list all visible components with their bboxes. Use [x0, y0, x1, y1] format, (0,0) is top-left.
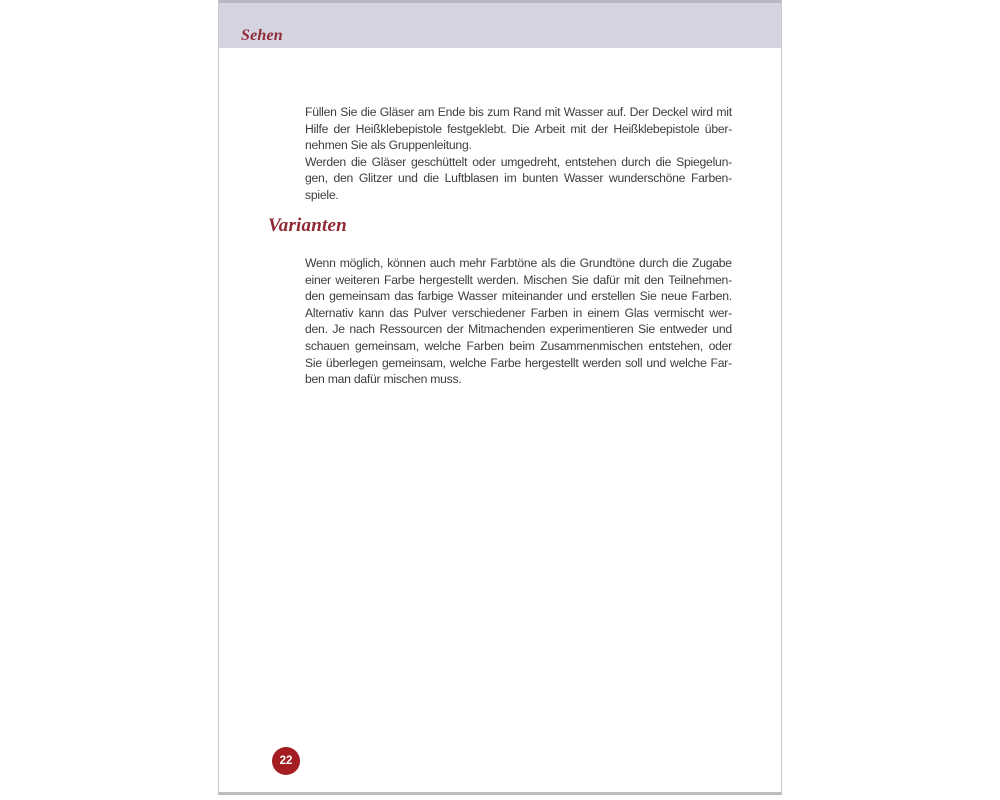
- document-page: [218, 0, 782, 795]
- text-line: ben man dafür mischen muss.: [305, 372, 462, 387]
- text-line: nehmen Sie als Gruppenleitung.: [305, 138, 472, 153]
- paragraph-block-intro: [305, 104, 732, 204]
- section-heading-varianten: Varianten: [268, 215, 347, 236]
- text-line: einer weiteren Farbe hergestellt werden. Mischen Sie dafür mit den Teilnehmen-: [305, 272, 732, 287]
- text-line: spiele.: [305, 187, 339, 202]
- text-line: Alternativ kann das Pulver verschiedener Farben in einem Glas vermischt wer-: [305, 305, 732, 320]
- text-line: gen, den Glitzer und die Luftblasen im bunten Wasser wunderschöne Farben-: [305, 171, 732, 186]
- chapter-title: Sehen: [241, 27, 283, 44]
- text-line: Füllen Sie die Gläser am Ende bis zum Rand mit Wasser auf. Der Deckel wird mit: [305, 105, 732, 119]
- text-line: Wenn möglich, können auch mehr Farbtöne als die Grundtöne durch die Zugabe: [305, 256, 732, 270]
- text-line: Werden die Gläser geschüttelt oder umgedreht, entstehen durch die Spiegelun-: [305, 154, 732, 169]
- text-line: den. Je nach Ressourcen der Mitmachenden experimentieren Sie entweder und: [305, 322, 732, 337]
- page-number: 22: [279, 755, 293, 767]
- paragraph-block-varianten: [305, 255, 732, 388]
- chapter-header-bar: [219, 0, 781, 48]
- text-line: Hilfe der Heißklebepistole festgeklebt. Die Arbeit mit der Heißklebepistole über-: [305, 121, 732, 136]
- text-line: den gemeinsam das farbige Wasser miteinander und erstellen Sie neue Farben.: [305, 289, 732, 304]
- page-number-badge: [272, 747, 300, 775]
- text-line: schauen gemeinsam, welche Farben beim Zusammenmischen entstehen, oder: [305, 338, 732, 353]
- text-line: Sie überlegen gemeinsam, welche Farbe hergestellt werden soll und welche Far-: [305, 355, 732, 370]
